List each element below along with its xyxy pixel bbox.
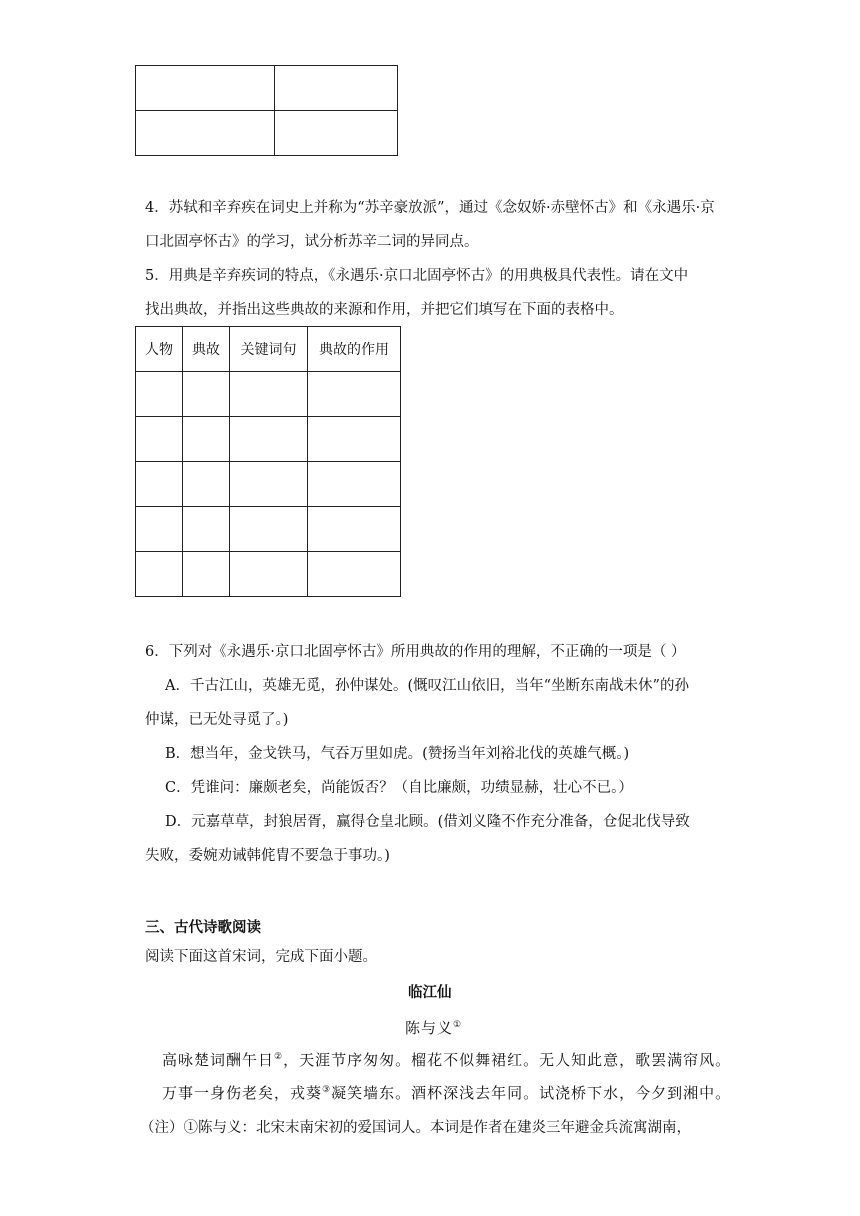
poem-title: 临江仙 — [408, 984, 452, 1001]
option-a-line-2: 仲谋，已无处寻觅了。) — [145, 712, 289, 728]
table-cell — [230, 552, 308, 597]
poem-author-name: 陈与义 — [405, 1019, 454, 1037]
question-5-line-1: 5．用典是辛弃疾词的特点，《永遇乐·京口北固亭怀古》的用典极具代表性。请在文中 — [145, 268, 689, 284]
question-5-line-2: 找出典故，并指出这些典故的来源和作用，并把它们填写在下面的表格中。 — [145, 302, 624, 318]
table-cell — [136, 417, 183, 462]
table-header-allusion: 典故 — [183, 327, 230, 372]
option-c: C．凭谁问：廉颇老矣，尚能饭否？（自比廉颇，功绩显赫，壮心不已。） — [165, 780, 633, 796]
footnote-mark-3: ③ — [322, 1085, 332, 1095]
table-cell — [230, 417, 308, 462]
table-header-person: 人物 — [136, 327, 183, 372]
option-d-line-1: D．元嘉草草，封狼居胥，赢得仓皇北顾。(借刘义隆不作充分准备，仓促北伐导致 — [165, 814, 690, 830]
answer-table-top — [135, 65, 398, 156]
option-a-line-1: A．千古江山，英雄无觅，孙仲谋处。(慨叹江山依旧，当年“坐断东南战未休”的孙 — [165, 678, 689, 694]
table-cell — [230, 462, 308, 507]
table-cell — [183, 552, 230, 597]
table-cell — [308, 462, 401, 507]
table-cell — [308, 552, 401, 597]
poem-notes: （注）①陈与义：北宋末南宋初的爱国词人。本词是作者在建炎三年避金兵流寓湖南， — [140, 1120, 691, 1136]
table-cell — [275, 66, 398, 111]
footnote-mark-2: ② — [274, 1052, 284, 1062]
table-cell — [183, 462, 230, 507]
section-3-instruction: 阅读下面这首宋词，完成下面小题。 — [145, 949, 377, 965]
footnote-mark-1: ① — [453, 1020, 463, 1030]
table-cell — [230, 372, 308, 417]
poem-line-1: 高咏楚词酬午日②，天涯节序匆匆。榴花不似舞裙红。无人知此意，歌罢满帘风。 — [162, 1051, 732, 1069]
section-3-heading: 三、古代诗歌阅读 — [145, 919, 261, 936]
table-cell — [136, 552, 183, 597]
table-cell — [136, 462, 183, 507]
table-cell — [308, 417, 401, 462]
table-cell — [308, 507, 401, 552]
table-cell — [136, 66, 275, 111]
poem-author — [405, 1015, 462, 1038]
table-cell — [183, 507, 230, 552]
question-4-line-1: 4．苏轼和辛弃疾在词史上并称为“苏辛豪放派”，通过《念奴娇·赤壁怀古》和《永遇乐·京 — [145, 200, 715, 216]
table-cell — [136, 372, 183, 417]
table-cell — [136, 507, 183, 552]
option-d-line-2: 失败，委婉劝诫韩侂胄不要急于事功。) — [145, 848, 390, 864]
table-cell — [230, 507, 308, 552]
table-cell — [136, 111, 275, 156]
table-header-key-phrase: 关键词句 — [230, 327, 308, 372]
option-b: B．想当年，金戈铁马，气吞万里如虎。(赞扬当年刘裕北伐的英雄气概。) — [165, 746, 630, 762]
table-cell — [308, 372, 401, 417]
allusion-table — [135, 326, 401, 597]
poem-line-2: 万事一身伤老矣，戎葵③凝笑墙东。酒杯深浅去年同。试浇桥下水，今夕到湘中。 — [162, 1084, 732, 1102]
table-cell — [183, 417, 230, 462]
question-6-stem: 6．下列对《永遇乐·京口北固亭怀古》所用典故的作用的理解，不正确的一项是（ ） — [145, 644, 686, 660]
question-4-line-2: 口北固亭怀古》的学习，试分析苏辛二词的异同点。 — [145, 234, 479, 250]
table-header-function: 典故的作用 — [308, 327, 401, 372]
table-cell — [183, 372, 230, 417]
table-cell — [275, 111, 398, 156]
